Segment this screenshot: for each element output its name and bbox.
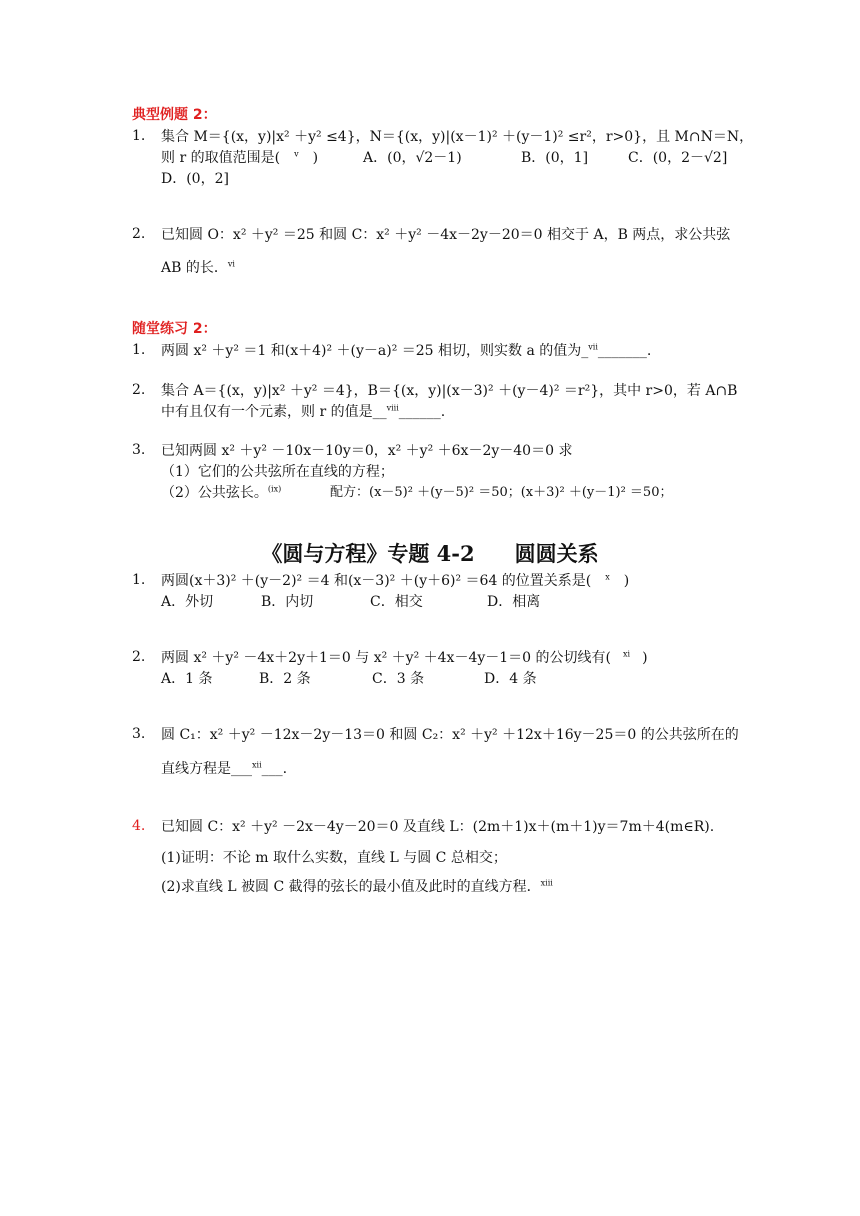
section-heading-example: 典型例题 2： [132, 107, 217, 123]
question-text [161, 259, 235, 277]
question-text: 已知圆 C：x² ＋y² －2x－4y－20＝0 及直线 L：(2m＋1)x＋(m＋1)y＝7m＋4(m∈R). [161, 819, 715, 835]
answer-blank: ______. [398, 404, 446, 420]
footnote-mark: vi [227, 259, 235, 269]
footnote-mark: v [294, 149, 299, 159]
question-number: 1. [132, 342, 146, 358]
footnote-mark: x [605, 572, 610, 582]
option-b: B．(0，1] [521, 150, 589, 166]
option-a: A．1 条 [161, 671, 213, 687]
answer-blank: _______. [597, 343, 652, 359]
option-d: D．相离 [487, 594, 541, 610]
question-text: 已知两圆 x² ＋y² －10x－10y＝0，x² ＋y² ＋6x－2y－40＝0 求 [161, 443, 573, 459]
option-c: C．3 条 [372, 671, 425, 687]
question-stem: 直线方程是___ [161, 761, 252, 777]
footnote-mark: xii [252, 760, 262, 770]
footnote-mark: viii [386, 403, 399, 413]
question-text [161, 342, 651, 360]
question-stem: 两圆(x＋3)² ＋(y－2)² ＝4 和(x－3)² ＋(y＋6)² ＝64 的位置关系是( [161, 573, 592, 589]
option-d: D．4 条 [484, 671, 537, 687]
paren-close: ) [312, 150, 319, 166]
option-c: C．相交 [370, 594, 423, 610]
question-number: 2. [132, 382, 146, 398]
question-stem: 中有且仅有一个元素，则 r 的值是__ [161, 404, 387, 420]
option-a: A．外切 [161, 594, 214, 610]
sub-question [161, 878, 553, 896]
question-text: 集合 M＝{(x，y)|x² ＋y² ≤4}，N＝{(x，y)|(x－1)² ＋(y－1)² ≤r²，r>0}，且 M∩N＝N， [161, 129, 754, 145]
question-stem: AB 的长． [161, 260, 228, 276]
footnote-mark: vii [588, 342, 598, 352]
question-number: 3. [132, 726, 146, 742]
paren-close: ) [642, 650, 648, 666]
question-text [161, 403, 445, 421]
question-number: 4. [132, 818, 146, 834]
option-b: B．内切 [261, 594, 314, 610]
question-number: 3. [132, 442, 146, 458]
hint-text: 配方：(x－5)² ＋(y－5)² ＝50；(x＋3)² ＋(y－1)² ＝50； [330, 485, 673, 500]
page-title [0, 538, 860, 568]
question-text: 集合 A＝{(x，y)|x² ＋y² ＝4}，B＝{(x，y)|(x－3)² ＋(y－4)² ＝r²}，其中 r>0，若 A∩B [161, 383, 738, 399]
answer-blank: ___. [261, 761, 288, 777]
footnote-mark: (ix) [267, 484, 282, 494]
question-number: 1. [132, 572, 146, 588]
question-number: 2. [132, 226, 146, 242]
question-stem: 两圆 x² ＋y² ＝1 和(x＋4)² ＋(y－a)² ＝25 相切，则实数 a 的值为_ [161, 343, 589, 359]
sub-question: （1）它们的公共弦所在直线的方程； [161, 464, 394, 480]
section-heading-practice: 随堂练习 2： [132, 321, 217, 337]
question-text [161, 760, 287, 778]
footnote-mark: xi [623, 649, 631, 659]
question-stem: (2)求直线 L 被圆 C 截得的弦长的最小值及此时的直线方程． [161, 879, 541, 895]
question-text: 已知圆 O：x² ＋y² ＝25 和圆 C：x² ＋y² －4x－2y－20＝0 相交于 A，B 两点，求公共弦 [161, 227, 731, 243]
footnote-mark: xiii [540, 878, 553, 888]
question-number: 2. [132, 649, 146, 665]
option-c: C．(0，2－√2] [628, 150, 728, 166]
paren-close: ) [623, 573, 630, 589]
question-text [161, 649, 648, 667]
question-text [161, 572, 629, 590]
question-stem: （2）公共弦长。 [161, 485, 268, 501]
option-a: A．(0，√2－1) [363, 150, 462, 166]
title-sub: 圆圆关系 [514, 541, 599, 566]
sub-question [161, 484, 281, 502]
option-d: D．(0，2] [161, 171, 229, 187]
question-number: 1. [132, 128, 146, 144]
question-text [161, 149, 318, 167]
title-main: 《圆与方程》专题 4-2 [261, 541, 475, 566]
question-text: 圆 C₁：x² ＋y² －12x－2y－13＝0 和圆 C₂：x² ＋y² ＋12x＋16y－25＝0 的公共弦所在的 [161, 727, 739, 743]
question-stem: 则 r 的取值范围是( [161, 150, 281, 166]
option-b: B．2 条 [259, 671, 311, 687]
sub-question: (1)证明：不论 m 取什么实数，直线 L 与圆 C 总相交； [161, 850, 507, 866]
question-stem: 两圆 x² ＋y² －4x＋2y＋1＝0 与 x² ＋y² ＋4x－4y－1＝0 的公切线有( [161, 650, 611, 666]
